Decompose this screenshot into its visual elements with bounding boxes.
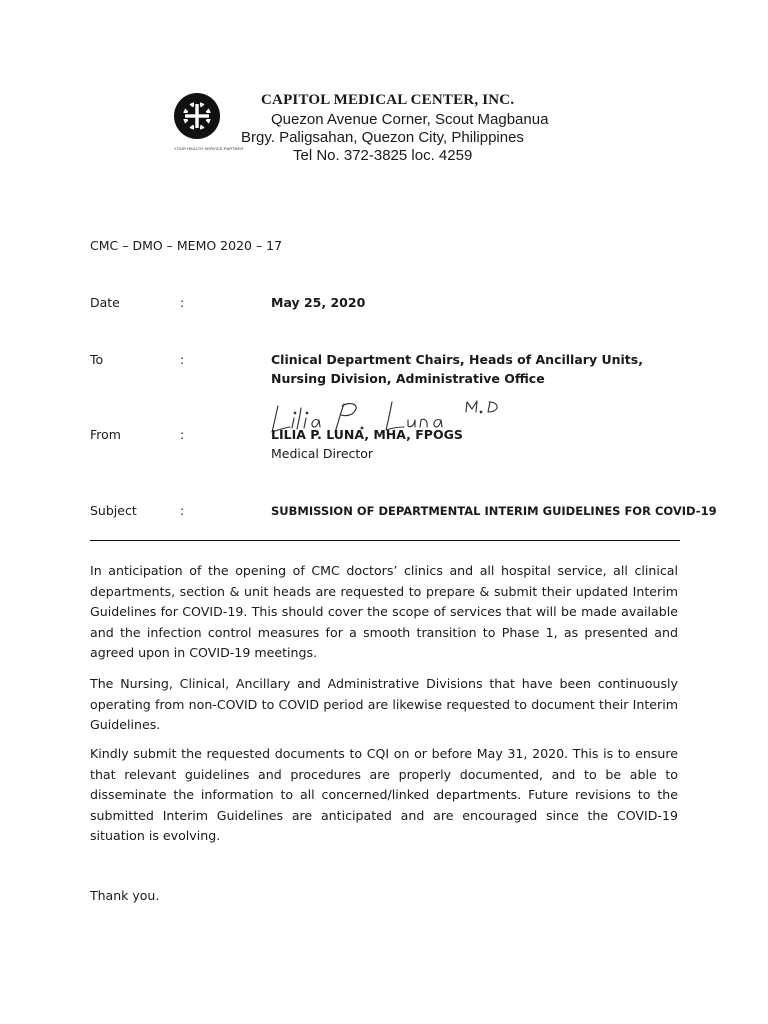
sender-title: Medical Director bbox=[271, 446, 374, 461]
sender-name: LILIA P. LUNA, MHA, FPOGS bbox=[271, 427, 463, 442]
date-label: Date bbox=[90, 295, 120, 310]
subject-value: SUBMISSION OF DEPARTMENTAL INTERIM GUIDELINES FOR COVID-19 bbox=[271, 504, 717, 518]
body-paragraph-3: Kindly submit the requested documents to CQI on or before May 31, 2020. This is to ensure that relevant guidelines and procedures are properly documented, and to be able to disseminate the information to all concerned/linked departments. Future revisions to the submitted Interim Guidelines are anticipated and are encouraged since the COVID-19 situation is evolving. bbox=[90, 746, 678, 844]
address-line-1: Quezon Avenue Corner, Scout Magbanua bbox=[271, 111, 549, 128]
header-divider bbox=[90, 540, 680, 541]
body-paragraph-1: In anticipation of the opening of CMC doctors’ clinics and all hospital service, all clinical departments, section & unit heads are requested to prepare & submit their updated Interim Guidelines for COVID-19. This should cover the scope of services that will be made available and the infection control measures for a smooth transition to Phase 1, as presented and agreed upon in COVID-19 meetings. bbox=[90, 563, 678, 661]
body-paragraph-2: The Nursing, Clinical, Ancillary and Administrative Divisions that have been continuously operating from non-COVID to COVID period are likewise requested to document their Interim Guidelines. bbox=[90, 676, 678, 733]
to-colon: : bbox=[180, 352, 185, 367]
to-line-1: Clinical Department Chairs, Heads of Ancillary Units, bbox=[271, 352, 643, 367]
to-line-2: Nursing Division, Administrative Office bbox=[271, 371, 545, 386]
capitol-medical-center-logo-icon bbox=[172, 92, 222, 150]
closing-text: Thank you. bbox=[90, 888, 160, 903]
organization-name: CAPITOL MEDICAL CENTER, INC. bbox=[261, 92, 515, 108]
subject-label: Subject bbox=[90, 503, 137, 518]
date-value: May 25, 2020 bbox=[271, 295, 366, 310]
address-line-2: Brgy. Paligsahan, Quezon City, Philippines bbox=[241, 129, 524, 146]
from-colon: : bbox=[180, 427, 185, 442]
logo-tagline: YOUR HEALTH SERVICE PARTNER bbox=[174, 146, 244, 151]
to-label: To bbox=[90, 352, 104, 367]
memo-number: CMC – DMO – MEMO 2020 – 17 bbox=[90, 238, 283, 253]
from-sender bbox=[271, 425, 463, 463]
from-label: From bbox=[90, 427, 121, 442]
subject-colon: : bbox=[180, 503, 185, 518]
telephone-number: Tel No. 372-3825 loc. 4259 bbox=[293, 147, 473, 164]
date-colon: : bbox=[180, 295, 185, 310]
to-recipients bbox=[271, 350, 643, 388]
